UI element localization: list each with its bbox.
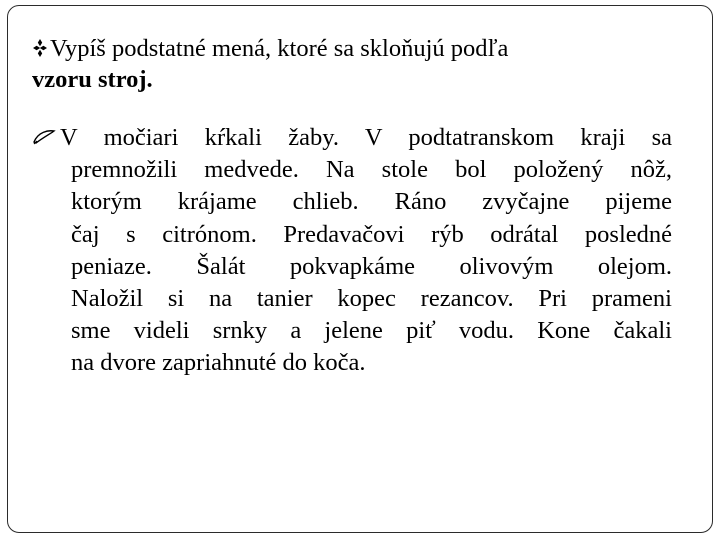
heading-text-line-2: vzoru stroj. (32, 66, 153, 94)
body-line-7: sme videli srnky a jelene piť vodu. Kone čakali (71, 317, 672, 345)
body-line-1: V močiari kŕkali žaby. V podtatranskom kraji sa (60, 124, 672, 151)
heading-line-1 (32, 33, 682, 64)
body-line-6: Naložil si na tanier kopec rezancov. Pri prameni (71, 285, 672, 313)
diamond-bullet-icon (32, 38, 48, 58)
body-line-5: peniaze. Šalát pokvapkáme olivovým olejom. (71, 252, 672, 280)
leaf-bullet-icon (32, 128, 56, 146)
body-line-8: na dvore zapriahnuté do koča. (71, 349, 366, 377)
slide-heading (32, 33, 682, 95)
body-line-4: čaj s citrónom. Predavačovi rýb odrátal posledné (71, 220, 672, 248)
body-line-3: ktorým krájame chlieb. Ráno zvyčajne pijeme (71, 188, 672, 216)
heading-text-line-1: Vypíš podstatné mená, ktoré sa skloňujú podľa (50, 35, 509, 62)
body-text (32, 122, 672, 380)
body-line-2: premnožili medvede. Na stole bol položený nôž, (71, 156, 672, 184)
body-paragraph (32, 122, 672, 380)
